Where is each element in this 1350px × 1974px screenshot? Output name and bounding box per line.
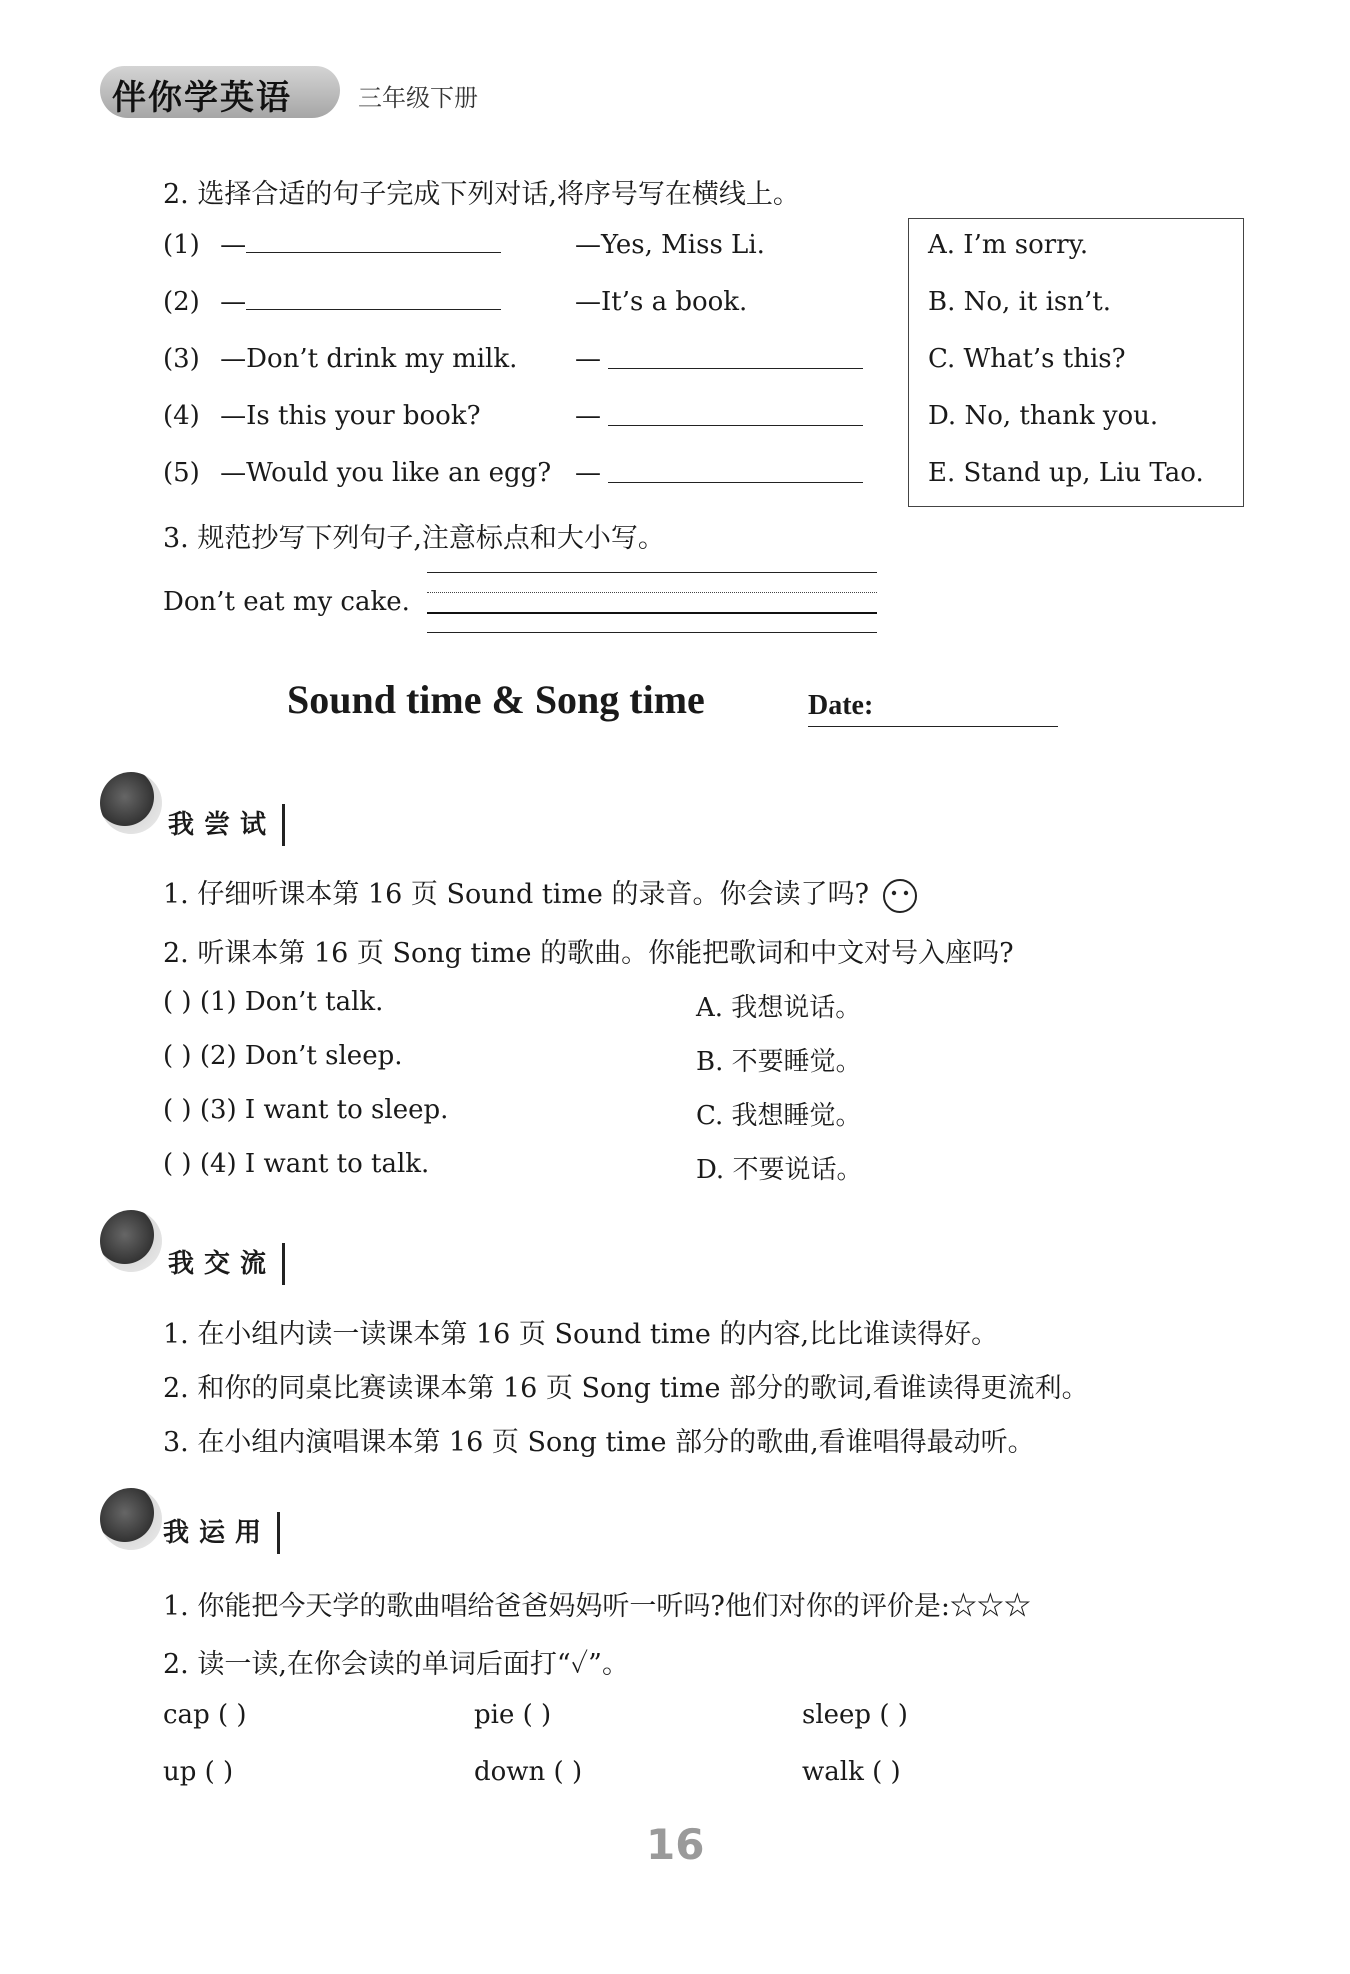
word-pie[interactable]: pie ( ) [474, 1700, 552, 1730]
option-c: C. What’s this? [928, 344, 1126, 374]
q2-row-2 [163, 287, 748, 317]
chinese-option: D. 不要说话。 [696, 1155, 863, 1185]
dialog-right: —It’s a book. [575, 287, 748, 317]
english-line: (4) I want to talk. [199, 1149, 430, 1179]
q3-title: 3. 规范抄写下列句子,注意标点和大小写。 [163, 523, 665, 554]
dialog-left: — [220, 287, 247, 317]
answer-paren[interactable]: ( ) [163, 987, 192, 1017]
option-d: D. No, thank you. [928, 401, 1159, 431]
answer-blank[interactable] [246, 252, 501, 253]
share-item-1: 1. 在小组内读一读课本第 16 页 Sound time 的内容,比比谁读得好。 [163, 1319, 999, 1350]
writing-line-base[interactable] [427, 612, 877, 614]
answer-blank[interactable] [608, 482, 863, 483]
row-number: (1) [163, 230, 200, 260]
chinese-option: B. 不要睡觉。 [696, 1047, 862, 1077]
answer-blank[interactable] [608, 425, 863, 426]
chinese-option: C. 我想睡觉。 [696, 1101, 862, 1131]
dialog-left: —Is this your book? [220, 401, 481, 431]
writing-line-dotted [427, 592, 877, 593]
copy-sentence: Don’t eat my cake. [163, 587, 410, 617]
dialog-left: —Would you like an egg? [220, 458, 552, 488]
row-number: (4) [163, 401, 200, 431]
match-row-2 [163, 1041, 862, 1077]
writing-line-top [427, 572, 877, 573]
row-number: (5) [163, 458, 200, 488]
badge-share: 我交流 [168, 1243, 285, 1285]
dialog-right: —Yes, Miss Li. [575, 230, 765, 260]
page-number: 16 [646, 1820, 705, 1869]
use-item-1: 1. 你能把今天学的歌曲唱给爸爸妈妈听一听吗?他们对你的评价是:☆☆☆ [163, 1591, 1031, 1622]
q2-title: 2. 选择合适的句子完成下列对话,将序号写在横线上。 [163, 179, 800, 210]
english-line: (1) Don’t talk. [199, 987, 384, 1017]
badge-use: 我运用 [163, 1512, 280, 1554]
word-down[interactable]: down ( ) [474, 1757, 583, 1787]
dialog-right: — [575, 401, 601, 431]
row-number: (2) [163, 287, 200, 317]
q2-row-5 [163, 458, 601, 488]
smiley-face-icon [882, 878, 918, 914]
word-walk[interactable]: walk ( ) [802, 1757, 901, 1787]
mascot-girl-icon [100, 772, 162, 834]
dialog-left: — [220, 230, 247, 260]
match-row-4 [163, 1149, 863, 1185]
try-item-2: 2. 听课本第 16 页 Song time 的歌曲。你能把歌词和中文对号入座吗? [163, 938, 1014, 969]
date-label: Date: [808, 690, 874, 721]
section-title: Sound time & Song time [287, 677, 705, 722]
option-e: E. Stand up, Liu Tao. [928, 458, 1204, 488]
dialog-right: — [575, 344, 601, 374]
english-line: (2) Don’t sleep. [199, 1041, 403, 1071]
grade-label: 三年级下册 [358, 84, 478, 112]
word-up[interactable]: up ( ) [163, 1757, 234, 1787]
writing-line-bottom [427, 632, 877, 633]
word-cap[interactable]: cap ( ) [163, 1700, 247, 1730]
mascot-boy-girl-icon [100, 1210, 162, 1272]
q2-row-4 [163, 401, 601, 431]
dialog-right: — [575, 458, 601, 488]
match-row-3 [163, 1095, 862, 1131]
answer-blank[interactable] [608, 368, 863, 369]
try-item-1-text: 1. 仔细听课本第 16 页 Sound time 的录音。你会读了吗? [163, 879, 869, 910]
row-number: (3) [163, 344, 200, 374]
share-item-3: 3. 在小组内演唱课本第 16 页 Song time 部分的歌曲,看谁唱得最动听。 [163, 1427, 1035, 1458]
date-field[interactable] [808, 726, 1058, 727]
share-item-2: 2. 和你的同桌比赛读课本第 16 页 Song time 部分的歌词,看谁读得更流利。 [163, 1373, 1089, 1404]
brand-title: 伴你学英语 [112, 78, 292, 118]
q2-row-3 [163, 344, 601, 374]
badge-try: 我尝试 [168, 804, 285, 846]
answer-paren[interactable]: ( ) [163, 1149, 192, 1179]
q2-row-1 [163, 230, 765, 260]
dialog-left: —Don’t drink my milk. [220, 344, 518, 374]
chinese-option: A. 我想说话。 [696, 993, 862, 1023]
option-a: A. I’m sorry. [928, 230, 1089, 260]
word-sleep[interactable]: sleep ( ) [802, 1700, 908, 1730]
answer-paren[interactable]: ( ) [163, 1095, 192, 1125]
match-row-1 [163, 987, 862, 1023]
try-item-1 [163, 872, 918, 914]
option-b: B. No, it isn’t. [928, 287, 1111, 317]
english-line: (3) I want to sleep. [199, 1095, 449, 1125]
use-item-2: 2. 读一读,在你会读的单词后面打“✓”。 [163, 1649, 629, 1680]
answer-paren[interactable]: ( ) [163, 1041, 192, 1071]
answer-blank[interactable] [246, 309, 501, 310]
mascot-girl-2-icon [100, 1488, 162, 1550]
